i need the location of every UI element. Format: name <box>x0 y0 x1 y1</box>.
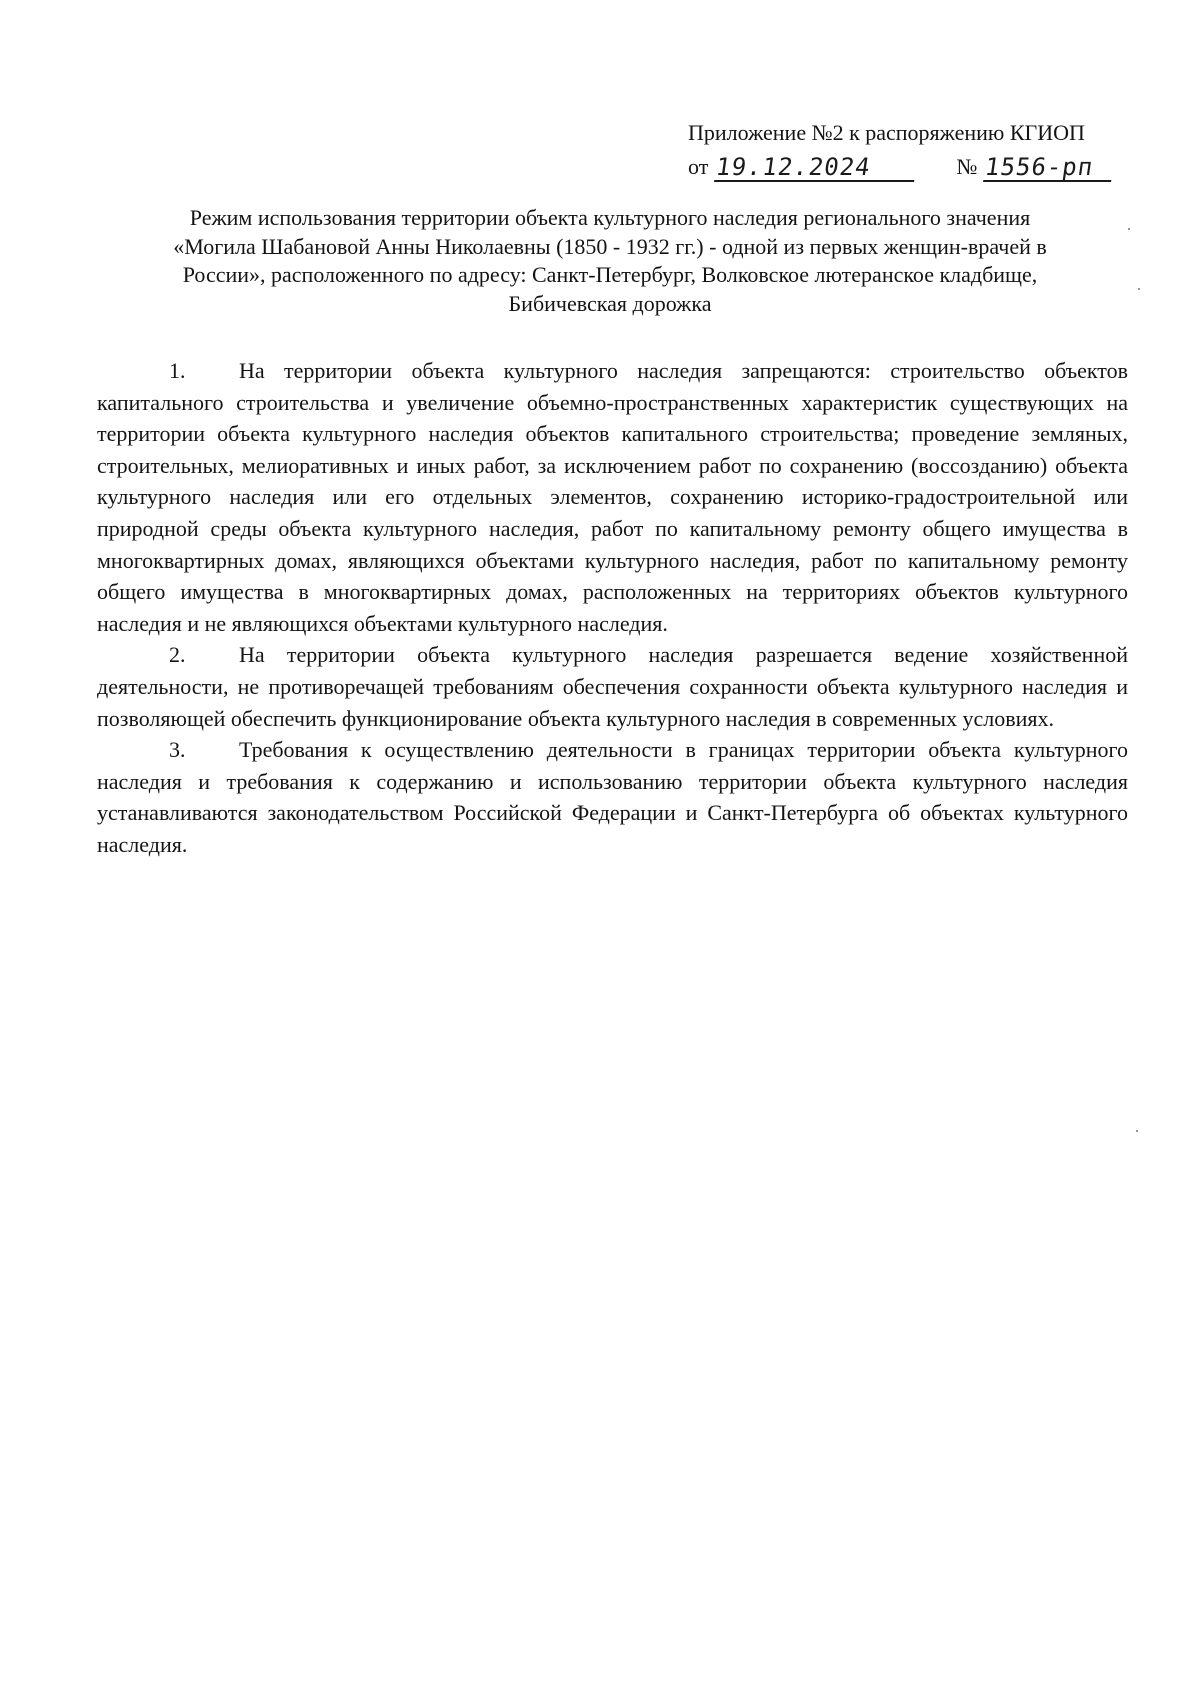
document-body <box>97 355 1128 861</box>
title-line: «Могила Шабановой Анны Николаевны (1850 - 1932 гг.) - одной из первых женщин-врачей в <box>173 233 1047 259</box>
title-line: Бибичевская дорожка <box>508 290 712 316</box>
date-prefix: от <box>688 154 709 179</box>
paragraph-text: На территории объекта культурного наследия разрешается ведение хозяйственной деятельности, не противоречащей требованиям обеспечения сохранности объекта культурного наследия и позволяющей обеспечить функционирование объекта культурного наследия в современных условиях. <box>97 642 1128 731</box>
scan-speck <box>1136 1130 1138 1132</box>
annex-date-number-line <box>688 148 1128 182</box>
handwritten-order-number: 1556-рп <box>983 154 1115 182</box>
paragraph-number: 2. <box>169 642 186 668</box>
paragraph-number: 3. <box>169 737 186 763</box>
annex-header <box>688 118 1128 182</box>
scan-speck <box>1138 288 1140 290</box>
paragraph-3 <box>97 734 1128 860</box>
handwritten-date: 19.12.2024 <box>714 154 918 182</box>
document-title <box>110 204 1110 318</box>
paragraph-1 <box>97 355 1128 639</box>
title-line: Режим использования территории объекта культурного наследия регионального значения <box>189 205 1031 230</box>
title-line: России», расположенного по адресу: Санкт-Петербург, Волковское лютеранское кладбище, <box>182 262 1038 287</box>
paragraph-number: 1. <box>169 358 186 383</box>
paragraph-text: Требования к осуществлению деятельности в границах территории объекта культурного наследия и требования к содержанию и использованию территории объекта культурного наследия устанавливаются законодательством Российской Федерации и Санкт-Петербурга об объектах культурного наследия. <box>97 737 1128 857</box>
paragraph-2 <box>97 639 1128 734</box>
paragraph-text: На территории объекта культурного наследия запрещаются: строительство объектов капитального строительства и увеличение объемно-пространственных характеристик существующих на территории объекта культурного наследия объектов капитального строительства; проведение земляных, строительных, мелиоративных и иных работ, за исключением работ по сохранению (воссозданию) объекта культурного наследия или его отдельных элементов, сохранению историко-градостроительной или природной среды объекта культурного наследия, работ по капитальному ремонту общего имущества в многоквартирных домах, являющихся объектами культурного наследия, работ по капитальному ремонту общего имущества в многоквартирных домах, расположенных на территориях объектов культурного наследия и не являющихся объектами культурного наследия. <box>97 358 1128 636</box>
number-prefix: № <box>956 154 978 179</box>
scan-speck <box>1128 228 1130 230</box>
annex-title: Приложение №2 к распоряжению КГИОП <box>688 120 1085 145</box>
